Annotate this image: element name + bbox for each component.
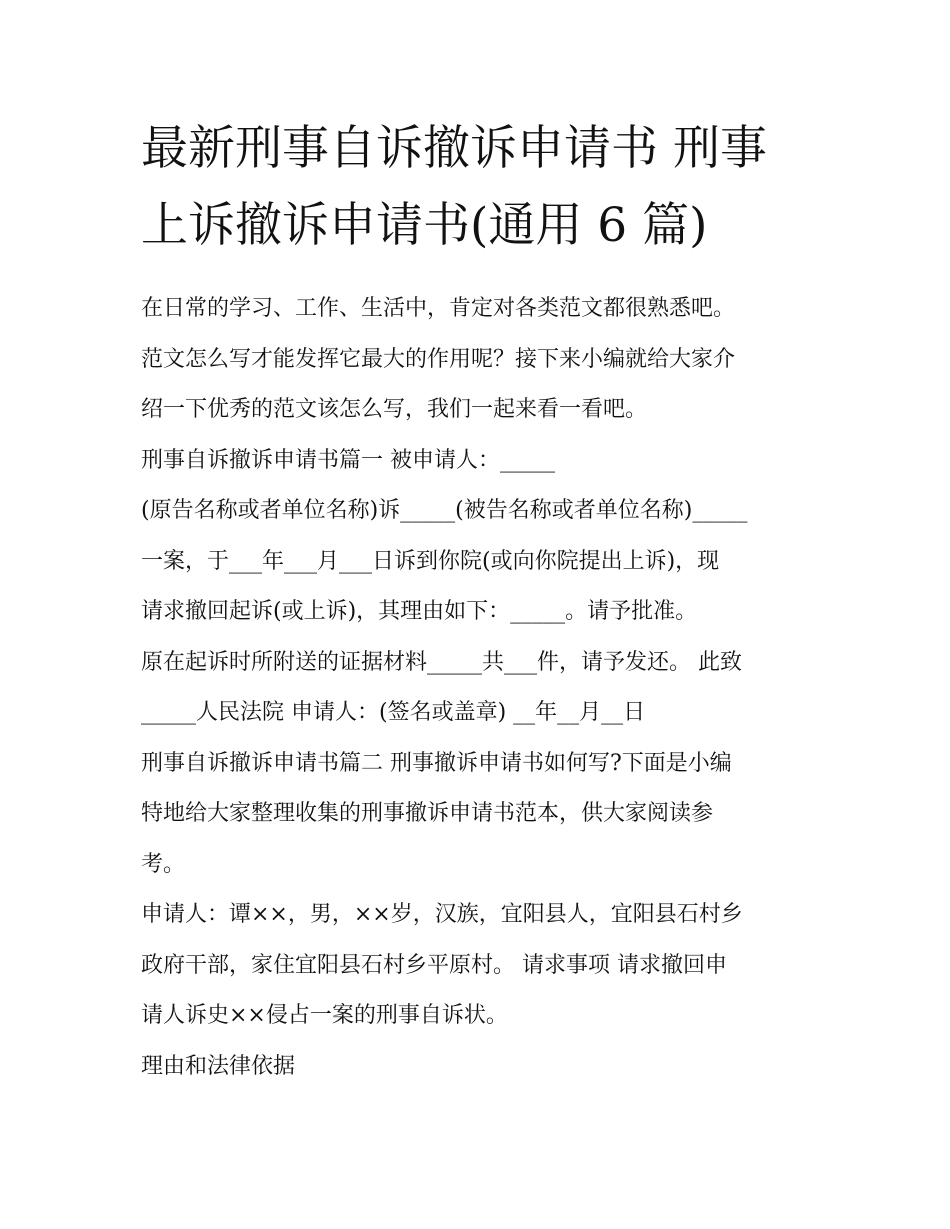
text-line: 一案，于___年___月___日诉到你院(或向你院提出上诉)，现 xyxy=(141,548,720,574)
text-line: 请人诉史××侵占一案的刑事自诉状。 xyxy=(141,1003,508,1028)
text-line: 在日常的学习、工作、生活中，肯定对各类范文都很熟悉吧。 xyxy=(141,296,736,321)
reasons-heading-paragraph xyxy=(141,1042,821,1093)
text-line: 请求撤回起诉(或上诉)，其理由如下：_____。请予批准。 xyxy=(141,599,698,624)
text-line: _____人民法院 申请人：(签名或盖章) __年__月__日 xyxy=(141,700,646,725)
title-line-2: 上诉撤诉申请书(通用 6 篇) xyxy=(141,198,708,253)
document-page xyxy=(141,110,821,1092)
text-line: 刑事自诉撤诉申请书篇二 刑事撤诉申请书如何写?下面是小编 xyxy=(141,750,732,776)
text-line: 申请人：谭××，男，××岁，汉族，宜阳县人，宜阳县石村乡 xyxy=(141,902,743,927)
text-line: 政府干部，家住宜阳县石村乡平原村。 请求事项 请求撤回申 xyxy=(141,952,727,978)
section-one-paragraph xyxy=(141,436,821,638)
text-line: 绍一下优秀的范文该怎么写，我们一起来看一看吧。 xyxy=(141,397,648,422)
text-line: 刑事自诉撤诉申请书篇一 被申请人：_____ xyxy=(141,447,555,473)
text-line: 原在起诉时所附送的证据材料_____共___件，请予发还。 此致 xyxy=(141,649,742,675)
evidence-paragraph xyxy=(141,638,821,739)
text-line: (原告名称或者单位名称)诉_____(被告名称或者单位名称)_____ xyxy=(141,498,748,523)
applicant-paragraph xyxy=(141,890,821,1042)
text-line: 特地给大家整理收集的刑事撤诉申请书范本，供大家阅读参 xyxy=(141,801,714,826)
intro-paragraph xyxy=(141,284,821,436)
section-two-paragraph xyxy=(141,739,821,891)
text-line: 考。 xyxy=(141,851,186,877)
text-line: 理由和法律依据 xyxy=(141,1053,296,1079)
document-body xyxy=(141,284,821,1092)
text-line: 范文怎么写才能发挥它最大的作用呢？接下来小编就给大家介 xyxy=(141,346,736,372)
document-title xyxy=(141,110,821,264)
title-line-1: 最新刑事自诉撤诉申请书 刑事 xyxy=(141,121,767,176)
